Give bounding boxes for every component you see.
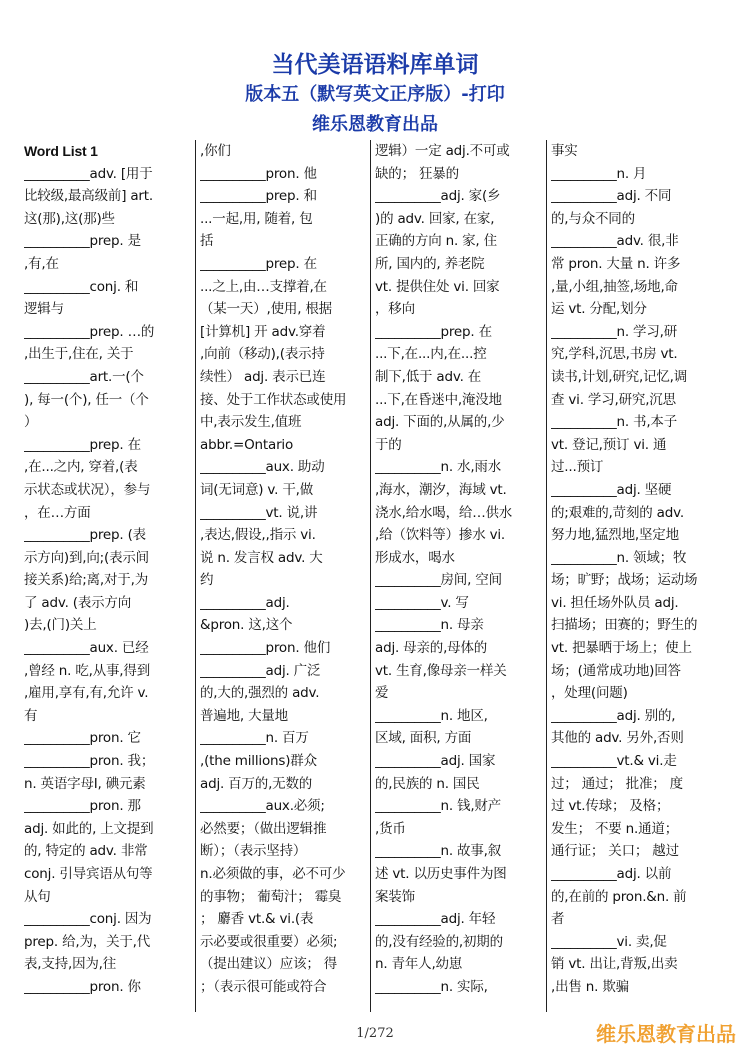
text-line: 场；(通常成功地)回答: [551, 662, 681, 679]
text-line: vt. 提供住处 vi. 回家: [375, 278, 500, 295]
text-line: 的,民族的 n. 国民: [375, 775, 480, 792]
text-line: __________n. 钱,财产: [375, 798, 502, 815]
text-line: ,你们: [200, 143, 231, 159]
text-line: __________n. 学习,研: [551, 323, 678, 340]
text-line: 逻辑与: [24, 301, 64, 318]
text-line: __________art.一(个: [24, 368, 144, 385]
text-line: __________adj. 家(乡: [375, 188, 501, 205]
word-list-heading: Word List 1: [24, 143, 98, 159]
text-line: __________prep. 和: [200, 188, 317, 205]
text-line: 约: [200, 572, 214, 589]
text-line: 于的: [375, 436, 402, 453]
text-line: __________adj. 别的,: [551, 707, 676, 724]
text-line: ，在…方面: [24, 504, 91, 521]
text-line: __________vi. 卖,促: [551, 933, 667, 950]
text-line: __________conj. 因为: [24, 911, 152, 928]
word-column-3: [375, 140, 545, 1010]
text-line: 过 vt.传球； 及格；: [551, 798, 670, 815]
text-line: 制下,低于 adv. 在: [375, 368, 482, 385]
text-line: __________n. 百万: [200, 730, 309, 747]
text-line: __________n. 领域；牧: [551, 549, 687, 566]
text-line: ,在...之内, 穿着,(表: [24, 459, 138, 476]
text-line: 形成水，喝水: [375, 549, 455, 566]
text-line: __________n. 书,本子: [551, 414, 678, 431]
text-line: 的,大的,强烈的 adv.: [200, 685, 320, 702]
text-line: __________pron. 你: [24, 978, 141, 995]
text-line: __________adj. 不同: [551, 188, 672, 205]
text-line: __________conj. 和: [24, 278, 139, 295]
text-line: 词(无词意) v. 干,做: [200, 481, 314, 498]
text-line: 的,在前的 pron.&n. 前: [551, 888, 687, 905]
text-line: __________prep. …的: [24, 323, 155, 340]
text-line: __________adj. 国家: [375, 753, 496, 770]
text-line: conj. 引导宾语从句等: [24, 866, 153, 882]
text-line: ,出售 n. 欺骗: [551, 978, 629, 995]
text-line: 的事物； 葡萄汁； 霉臭: [200, 888, 342, 905]
text-line: 读书,计划,研究,记忆,调: [551, 368, 688, 385]
text-line: 示方向)到,向;(表示间: [24, 549, 149, 566]
text-line: ,(the millions)群众: [200, 753, 317, 770]
text-line: ,雇用,享有,有,允许 v.: [24, 685, 149, 702]
text-line: 的,与众不同的: [551, 210, 635, 227]
text-line: 运 vt. 分配,划分: [551, 301, 647, 318]
text-line: n. 青年人,幼崽: [375, 956, 463, 973]
text-line: 比较级,最高级前] art.: [24, 188, 153, 205]
column-divider: [370, 140, 371, 1012]
text-line: 场；旷野；战场；运动场: [551, 572, 698, 589]
text-line: __________n. 月: [551, 165, 647, 182]
text-line: __________prep. (表: [24, 527, 146, 544]
text-line: n. 英语字母I, 碘元素: [24, 775, 146, 792]
text-line: )去,(门)关上: [24, 617, 97, 634]
text-line: 究,学科,沉思,书房 vt.: [551, 346, 678, 363]
text-line: （提出建议）应该； 得: [200, 956, 338, 973]
text-line: ...之上,由…支撑着,在: [200, 278, 327, 295]
text-line: __________pron. 他: [200, 165, 317, 182]
text-line: __________pron. 那: [24, 798, 141, 815]
text-line: 事实: [551, 143, 578, 159]
text-line: __________pron. 它: [24, 730, 141, 747]
text-line: )的 adv. 回家, 在家,: [375, 210, 495, 227]
text-line: 示状态或状况），参与: [24, 481, 151, 498]
text-line: __________prep. 是: [24, 233, 141, 250]
text-line: ；（表示很可能或符合: [200, 978, 327, 995]
column-divider: [546, 140, 547, 1012]
text-line: __________adv. [用于: [24, 165, 153, 182]
text-line: ...下,在昏迷中,淹没地: [375, 391, 502, 408]
text-line: ； 麝香 vt.& vi.(表: [200, 911, 314, 928]
text-line: ), 每一(个), 任一（个: [24, 391, 149, 408]
word-column-1: [24, 140, 194, 1010]
text-line: 所, 国内的, 养老院: [375, 255, 485, 272]
text-line: 的;艰难的,苛刻的 adv.: [551, 504, 684, 521]
text-line: 断）；（表示坚持）: [200, 843, 307, 860]
text-line: ...一起,用, 随着, 包: [200, 210, 313, 227]
text-line: __________adj. 以前: [551, 866, 672, 882]
text-line: 有: [24, 707, 38, 724]
text-line: 浇水,给水喝，给…供水: [375, 504, 513, 521]
text-line: 的, 特定的 adv. 非常: [24, 843, 148, 860]
text-line: __________n. 母亲: [375, 617, 484, 634]
text-line: 表,支持,因为,往: [24, 956, 117, 973]
column-divider: [195, 140, 196, 1012]
text-line: ，处理(问题): [551, 685, 628, 702]
text-line: 正确的方向 n. 家, 住: [375, 233, 497, 250]
text-line: __________aux.必须;: [200, 798, 325, 815]
text-line: 扫描场；田赛的；野生的: [551, 617, 698, 634]
text-line: vt. 登记,预订 vi. 通: [551, 436, 667, 453]
text-line: __________aux. 已经: [24, 640, 149, 657]
text-line: __________房间, 空间: [375, 572, 502, 589]
text-line: vt. 把暴晒于场上；使上: [551, 640, 692, 657]
text-line: 过； 通过； 批准； 度: [551, 775, 683, 792]
text-line: 区域, 面积, 方面: [375, 730, 472, 747]
text-line: 销 vt. 出让,背叛,出卖: [551, 956, 678, 973]
text-line: ，移向: [375, 301, 415, 318]
text-line: 的,没有经验的,初期的: [375, 933, 503, 950]
text-line: __________adv. 很,非: [551, 233, 679, 250]
text-line: （某一天）,使用, 根据: [200, 301, 332, 318]
text-line: __________pron. 他们: [200, 640, 331, 657]
text-line: 接、处于工作状态或使用: [200, 391, 347, 408]
text-line: 常 pron. 大量 n. 许多: [551, 255, 681, 272]
text-line: __________adj. 坚硬: [551, 481, 672, 498]
text-line: 接关系)给;离,对于,为: [24, 572, 148, 589]
text-line: 爱: [375, 685, 389, 702]
text-line: 者: [551, 911, 565, 928]
text-line: __________aux. 助动: [200, 459, 325, 476]
text-line: __________adj. 广泛: [200, 662, 321, 679]
text-line: ,向前（移动),(表示持: [200, 346, 325, 363]
page-number: 1/272: [356, 1026, 394, 1041]
text-line: 从句: [24, 888, 51, 905]
text-line: 括: [200, 233, 214, 250]
text-line: ）: [24, 414, 38, 431]
text-line: 了 adv. (表示方向: [24, 594, 132, 611]
text-line: __________prep. 在: [375, 323, 492, 340]
text-line: 这(那),这(那)些: [24, 210, 115, 227]
publisher-line: 维乐恩教育出品: [312, 114, 438, 135]
word-column-4: [551, 140, 721, 1010]
text-line: __________adj.: [200, 594, 290, 611]
text-line: 查 vi. 学习,研究,沉思: [551, 391, 676, 408]
page-subtitle: 版本五（默写英文正序版）-打印: [245, 84, 505, 105]
text-line: __________v. 写: [375, 594, 469, 611]
text-line: __________vt.& vi.走: [551, 753, 677, 770]
text-line: adj. 母亲的,母体的: [375, 640, 488, 657]
text-line: 逻辑）一定 adj.不可或: [375, 143, 510, 159]
text-line: 说 n. 发言权 adv. 大: [200, 549, 323, 566]
text-line: ,海水，潮汐，海域 vt.: [375, 481, 507, 498]
text-line: ...下,在...内,在...控: [375, 346, 487, 363]
text-line: __________pron. 我；: [24, 753, 155, 770]
text-line: 过...预订: [551, 459, 604, 476]
text-line: 中,表示发生,值班: [200, 414, 302, 431]
text-line: __________n. 故事,叙: [375, 843, 502, 860]
text-line: __________prep. 在: [24, 436, 141, 453]
text-line: ,给（饮料等）掺水 vi.: [375, 527, 506, 544]
text-line: ,货币: [375, 820, 406, 837]
text-line: prep. 给,为，关于,代: [24, 933, 151, 950]
text-line: vt. 生育,像母亲一样关: [375, 662, 507, 679]
text-line: 示必要或很重要）必须;: [200, 933, 338, 950]
text-line: adj. 下面的,从属的,少: [375, 414, 505, 431]
text-line: 必然要；（做出逻辑推: [200, 820, 327, 837]
text-line: &pron. 这,这个: [200, 617, 293, 634]
text-line: [计算机] 开 adv.穿着: [200, 323, 326, 340]
text-line: abbr.=Ontario: [200, 436, 294, 453]
page-title: 当代美语语料库单词: [271, 52, 479, 78]
text-line: __________vt. 说,讲: [200, 504, 318, 521]
word-column-2: [200, 140, 370, 1010]
text-line: __________n. 地区,: [375, 707, 488, 724]
text-line: ,表达,假设,,指示 vi.: [200, 527, 316, 544]
text-line: 努力地,猛烈地,坚定地: [551, 527, 679, 544]
text-line: __________adj. 年轻: [375, 911, 496, 928]
watermark-logo: 维乐恩教育出品: [596, 1022, 736, 1046]
text-line: __________n. 水,雨水: [375, 459, 502, 476]
text-line: 案装饰: [375, 888, 415, 905]
text-line: 通行证； 关口； 越过: [551, 843, 679, 860]
text-line: 缺的； 狂暴的: [375, 165, 459, 182]
text-line: __________n. 实际,: [375, 978, 488, 995]
text-line: vi. 担任场外队员 adj.: [551, 594, 679, 611]
text-line: 发生； 不要 n.通道；: [551, 820, 679, 837]
text-line: adj. 如此的, 上文提到: [24, 820, 154, 837]
text-line: 续性） adj. 表示已连: [200, 368, 326, 385]
text-line: adj. 百万的,无数的: [200, 775, 313, 792]
text-line: ,有,在: [24, 255, 59, 272]
text-line: __________prep. 在: [200, 255, 317, 272]
text-line: ,出生于,住在, 关于: [24, 346, 134, 363]
text-line: ,曾经 n. 吃,从事,得到: [24, 662, 151, 679]
text-line: ,量,小组,抽签,场地,命: [551, 278, 678, 295]
text-line: 其他的 adv. 另外,否则: [551, 730, 684, 747]
text-line: 普遍地, 大量地: [200, 707, 288, 724]
text-line: 述 vt. 以历史事件为图: [375, 866, 507, 882]
text-line: n.必须做的事，必不可少: [200, 866, 346, 882]
